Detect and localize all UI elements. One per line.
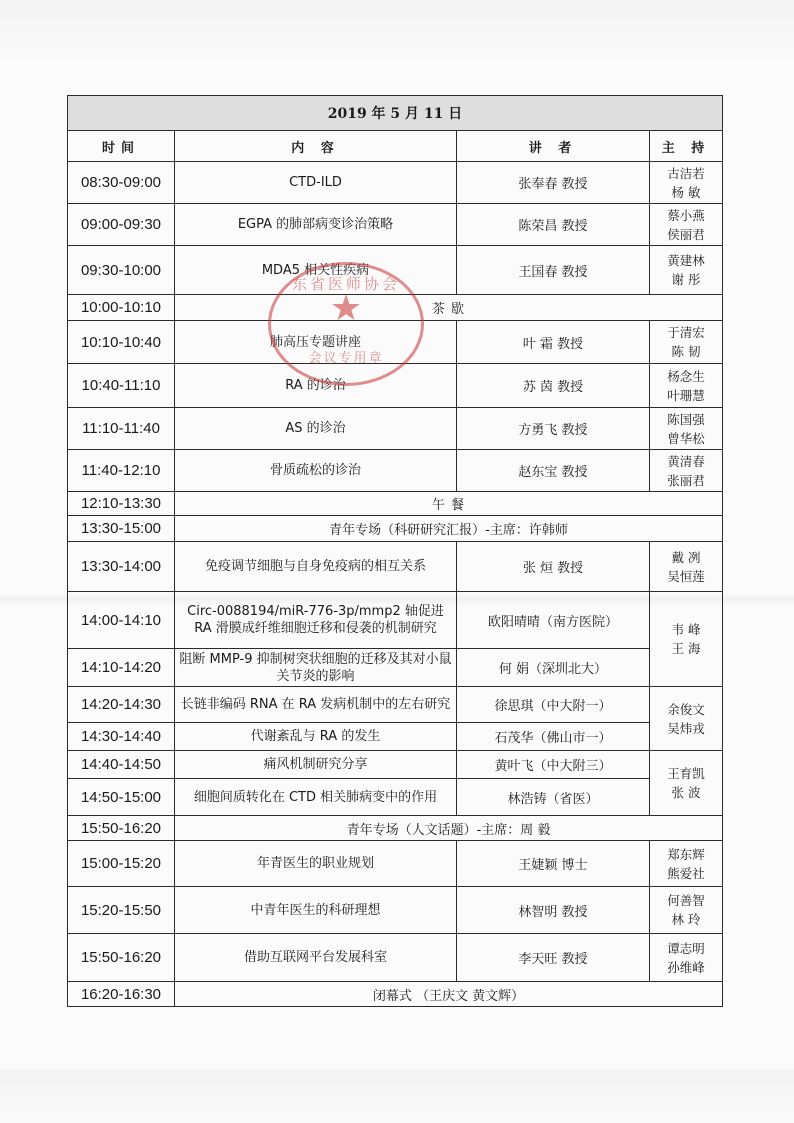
session-content: 痛风机制研究分享 (175, 751, 457, 779)
session-time: 15:00-15:20 (68, 841, 175, 887)
session-host: 黄清春 张丽君 (650, 450, 723, 492)
session-content: 肺高压专题讲座 (175, 321, 457, 364)
session-host: 黄建林 谢 彤 (650, 246, 723, 295)
table-row (68, 887, 723, 934)
table-row (68, 934, 723, 982)
header-host: 主 持 (650, 131, 723, 162)
closing-label: 闭幕式 （王庆文 黄文辉） (175, 982, 723, 1007)
session-speaker: 欧阳晴晴（南方医院） (457, 592, 650, 649)
break-label: 午 餐 (175, 492, 723, 516)
session-speaker: 方勇飞 教授 (457, 408, 650, 450)
session-speaker: 林智明 教授 (457, 887, 650, 934)
session-time: 10:40-11:10 (68, 364, 175, 408)
session-speaker: 王婕颖 博士 (457, 841, 650, 887)
session-content: 免疫调节细胞与自身免疫病的相互关系 (175, 542, 457, 592)
table-row (68, 982, 723, 1007)
seal-bottom-text: 会议专用章 (308, 351, 384, 366)
table-row (68, 492, 723, 516)
header-time: 时间 (68, 131, 175, 162)
session-time: 10:10-10:40 (68, 321, 175, 364)
session-content: MDA5 相关性疾病 (175, 246, 457, 295)
table-row (68, 295, 723, 321)
session-content: 借助互联网平台发展科室 (175, 934, 457, 982)
session-content: 中青年医生的科研理想 (175, 887, 457, 934)
session-time: 13:30-15:00 (68, 516, 175, 542)
table-row (68, 204, 723, 246)
session-time: 10:00-10:10 (68, 295, 175, 321)
session-time: 14:20-14:30 (68, 687, 175, 723)
session-speaker: 石茂华（佛山市一） (457, 723, 650, 751)
session-content: 骨质疏松的诊治 (175, 450, 457, 492)
date-title: 2019 年 5 月 11 日 (68, 96, 723, 131)
session-host: 郑东辉 熊爱社 (650, 841, 723, 887)
table-row (68, 649, 723, 687)
session-content: Circ-0088194/miR-776-3p/mmp2 轴促进 RA 滑膜成纤维细胞迁移和侵袭的机制研究 (175, 592, 457, 649)
session-time: 08:30-09:00 (68, 162, 175, 204)
session-speaker: 林浩铸（省医） (457, 779, 650, 816)
session-speaker: 黄叶飞（中大附三） (457, 751, 650, 779)
session-speaker: 叶 霜 教授 (457, 321, 650, 364)
table-row (68, 751, 723, 779)
session-host: 杨念生 叶珊慧 (650, 364, 723, 408)
session-time: 14:10-14:20 (68, 649, 175, 687)
date-row (68, 96, 723, 131)
seal-top-text: 东省医师协会 (291, 275, 400, 293)
session-host: 蔡小燕 侯丽君 (650, 204, 723, 246)
session-host: 陈国强 曾华松 (650, 408, 723, 450)
table-row (68, 841, 723, 887)
star-icon: ★ (329, 288, 363, 329)
session-time: 09:30-10:00 (68, 246, 175, 295)
session-content: AS 的诊治 (175, 408, 457, 450)
session-content: 年青医生的职业规划 (175, 841, 457, 887)
scan-margin-bottom (0, 1070, 794, 1123)
session-speaker: 陈荣昌 教授 (457, 204, 650, 246)
header-speaker: 讲 者 (457, 131, 650, 162)
session-host: 韦 峰 王 海 (650, 592, 723, 687)
table-row (68, 816, 723, 841)
table-row (68, 516, 723, 542)
session-speaker: 徐思琪（中大附一） (457, 687, 650, 723)
session-host: 谭志明 孙维峰 (650, 934, 723, 982)
table-row (68, 246, 723, 295)
session-time: 14:30-14:40 (68, 723, 175, 751)
session-speaker: 王国春 教授 (457, 246, 650, 295)
session-speaker: 赵东宝 教授 (457, 450, 650, 492)
session-time: 11:10-11:40 (68, 408, 175, 450)
table-row (68, 779, 723, 816)
session-content: 细胞间质转化在 CTD 相关肺病变中的作用 (175, 779, 457, 816)
session-time: 15:50-16:20 (68, 934, 175, 982)
schedule-table (67, 95, 723, 1007)
table-row (68, 321, 723, 364)
session-time: 11:40-12:10 (68, 450, 175, 492)
session-time: 13:30-14:00 (68, 542, 175, 592)
session-host: 余俊文 吴炜戎 (650, 687, 723, 751)
session-speaker: 张 烜 教授 (457, 542, 650, 592)
session-speaker: 何 娟（深圳北大） (457, 649, 650, 687)
session-host: 戴 冽 吴恒莲 (650, 542, 723, 592)
section-title: 青年专场（科研研究汇报）-主席：许韩师 (175, 516, 723, 542)
session-content: RA 的诊治 (175, 364, 457, 408)
session-host: 何善智 林 玲 (650, 887, 723, 934)
session-time: 15:50-16:20 (68, 816, 175, 841)
session-time: 15:20-15:50 (68, 887, 175, 934)
session-content: CTD-ILD (175, 162, 457, 204)
table-row (68, 687, 723, 723)
session-host: 王育凯 张 波 (650, 751, 723, 816)
session-speaker: 张奉春 教授 (457, 162, 650, 204)
table-row (68, 592, 723, 649)
session-time: 14:00-14:10 (68, 592, 175, 649)
session-host: 古洁若 杨 敏 (650, 162, 723, 204)
section-title: 青年专场（人文话题）-主席：周 毅 (175, 816, 723, 841)
table-row (68, 408, 723, 450)
table-row (68, 450, 723, 492)
session-host: 于清宏 陈 韧 (650, 321, 723, 364)
table-row (68, 542, 723, 592)
table-row (68, 162, 723, 204)
table-row (68, 364, 723, 408)
session-content: 代谢紊乱与 RA 的发生 (175, 723, 457, 751)
session-content: 阻断 MMP-9 抑制树突状细胞的迁移及其对小鼠关节炎的影响 (175, 649, 457, 687)
header-row (68, 131, 723, 162)
session-time: 14:50-15:00 (68, 779, 175, 816)
session-content: 长链非编码 RNA 在 RA 发病机制中的左右研究 (175, 687, 457, 723)
header-content: 内 容 (175, 131, 457, 162)
session-time: 12:10-13:30 (68, 492, 175, 516)
scan-margin-top (0, 0, 794, 58)
session-content: EGPA 的肺部病变诊治策略 (175, 204, 457, 246)
session-time: 14:40-14:50 (68, 751, 175, 779)
break-label: 茶 歇 (175, 295, 723, 321)
session-speaker: 苏 茵 教授 (457, 364, 650, 408)
table-row (68, 723, 723, 751)
session-time: 09:00-09:30 (68, 204, 175, 246)
session-time: 16:20-16:30 (68, 982, 175, 1007)
session-speaker: 李天旺 教授 (457, 934, 650, 982)
